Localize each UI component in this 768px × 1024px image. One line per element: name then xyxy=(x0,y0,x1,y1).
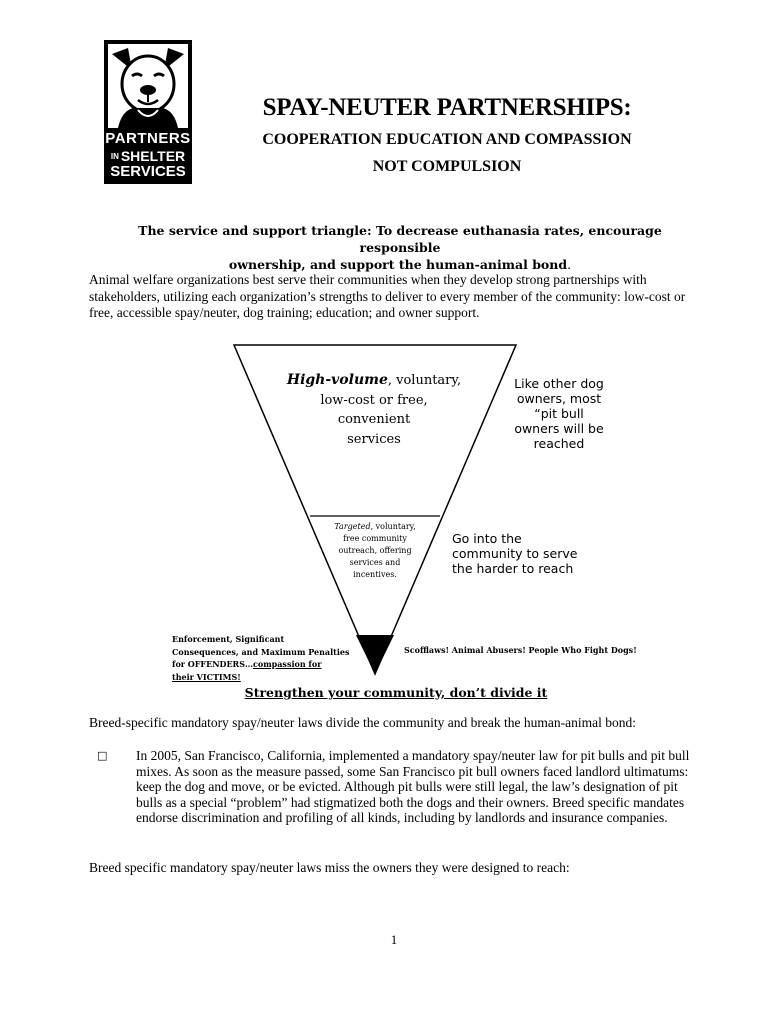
top-tier-line-4: services xyxy=(347,431,401,447)
section-heading-period: . xyxy=(567,257,572,272)
subtitle-line-1: COOPERATION EDUCATION AND COMPASSION xyxy=(262,131,632,148)
dog-face-icon xyxy=(108,44,188,128)
page-subtitle xyxy=(200,126,694,180)
triangle-middle-tier-text xyxy=(327,521,423,581)
enforce-line-1: Enforcement, Significant xyxy=(172,634,285,644)
top-tier-line-1 xyxy=(282,371,466,391)
top-tier-line-1-rest: , voluntary, xyxy=(387,373,462,388)
enforcement-note xyxy=(172,633,368,683)
enforce-line-4: their VICTIMS! xyxy=(172,671,241,682)
logo-text-services: SERVICES xyxy=(110,163,186,180)
page-title: SPAY-NEUTER PARTNERSHIPS: xyxy=(262,94,632,121)
side-top-line-4: owners will be xyxy=(514,421,604,436)
logo-text-shelter-word: SHELTER xyxy=(120,148,186,164)
section-heading-line-2 xyxy=(104,256,696,273)
bullet-marker-icon: □ xyxy=(97,749,108,762)
diagram-caption: Strengthen your community, don’t divide it xyxy=(244,685,548,700)
side-note-middle xyxy=(452,531,612,576)
enforce-line-3 xyxy=(172,658,368,671)
top-tier-line-2: low-cost or free, xyxy=(320,392,428,408)
logo-text-partners: PARTNERS xyxy=(105,130,191,147)
side-top-line-5: reached xyxy=(533,436,585,451)
mid-tier-line-1-rest: , voluntary, xyxy=(370,522,416,531)
side-note-top xyxy=(509,376,609,451)
side-mid-line-2: community to serve xyxy=(452,546,578,561)
side-top-line-3: “pit bull xyxy=(534,406,584,421)
bullet-text: In 2005, San Francisco, California, implemented a mandatory spay/neuter law for pit bulls and pit bull mixes. As soon as the measure passed, some San Francisco pit bull owners faced landlord ultimatums: keep the dog and move, or be evicted. Although pit bulls were still legal, the law’s designation of pit bulls as a special “problem” had stigmatized both the dogs and their owners. Breed specific mandates endorse discrimination and profiling of all kinds, including by landlords and insurance companies. xyxy=(136,748,690,825)
logo-text-in: IN xyxy=(110,152,119,162)
section-heading-line-2-text: ownership, and support the human-animal bond xyxy=(228,257,568,272)
subtitle-line-2: NOT COMPULSION xyxy=(372,158,522,175)
enforce-line-3b: compassion for xyxy=(252,659,322,669)
section-heading xyxy=(104,222,696,273)
top-tier-emphasis: High-volume xyxy=(286,372,388,388)
intro-paragraph: Animal welfare organizations best serve their communities when they develop strong partnerships with stakeholders, utilizing each organization’s strengths to deliver to every member of the community: low-cost or free, accessible spay/neuter, dog training; education; and owner support. xyxy=(89,272,686,320)
triangle-top-tier-text xyxy=(282,371,466,449)
enforce-line-3a: for OFFENDERS… xyxy=(172,659,253,669)
logo-text-shelter xyxy=(104,149,192,163)
mid-tier-emphasis: Targeted xyxy=(334,522,371,531)
mid-tier-line-1 xyxy=(327,521,423,533)
page-number: 1 xyxy=(390,932,398,947)
side-mid-line-3: the harder to reach xyxy=(452,561,574,576)
organization-logo xyxy=(104,40,192,184)
scofflaws-note: Scofflaws! Animal Abusers! People Who Fight Dogs! xyxy=(404,645,637,655)
side-top-line-2: owners, most xyxy=(516,391,602,406)
section-heading-line-1: The service and support triangle: To decrease euthanasia rates, encourage responsible xyxy=(138,223,662,255)
side-mid-line-1: Go into the xyxy=(452,531,522,546)
paragraph-breed-specific: Breed-specific mandatory spay/neuter laws divide the community and break the human-animal bond: xyxy=(89,715,636,730)
mid-tier-line-2: free community xyxy=(343,534,407,543)
enforce-line-2: Consequences, and Maximum Penalties xyxy=(172,646,350,657)
mid-tier-line-3: outreach, offering xyxy=(338,546,412,555)
top-tier-line-3: convenient xyxy=(337,412,411,427)
mid-tier-line-4: services and xyxy=(349,558,401,567)
mid-tier-line-5: incentives. xyxy=(353,570,397,579)
side-top-line-1: Like other dog xyxy=(514,376,604,391)
paragraph-miss-owners: Breed specific mandatory spay/neuter laws miss the owners they were designed to reach: xyxy=(89,860,570,875)
